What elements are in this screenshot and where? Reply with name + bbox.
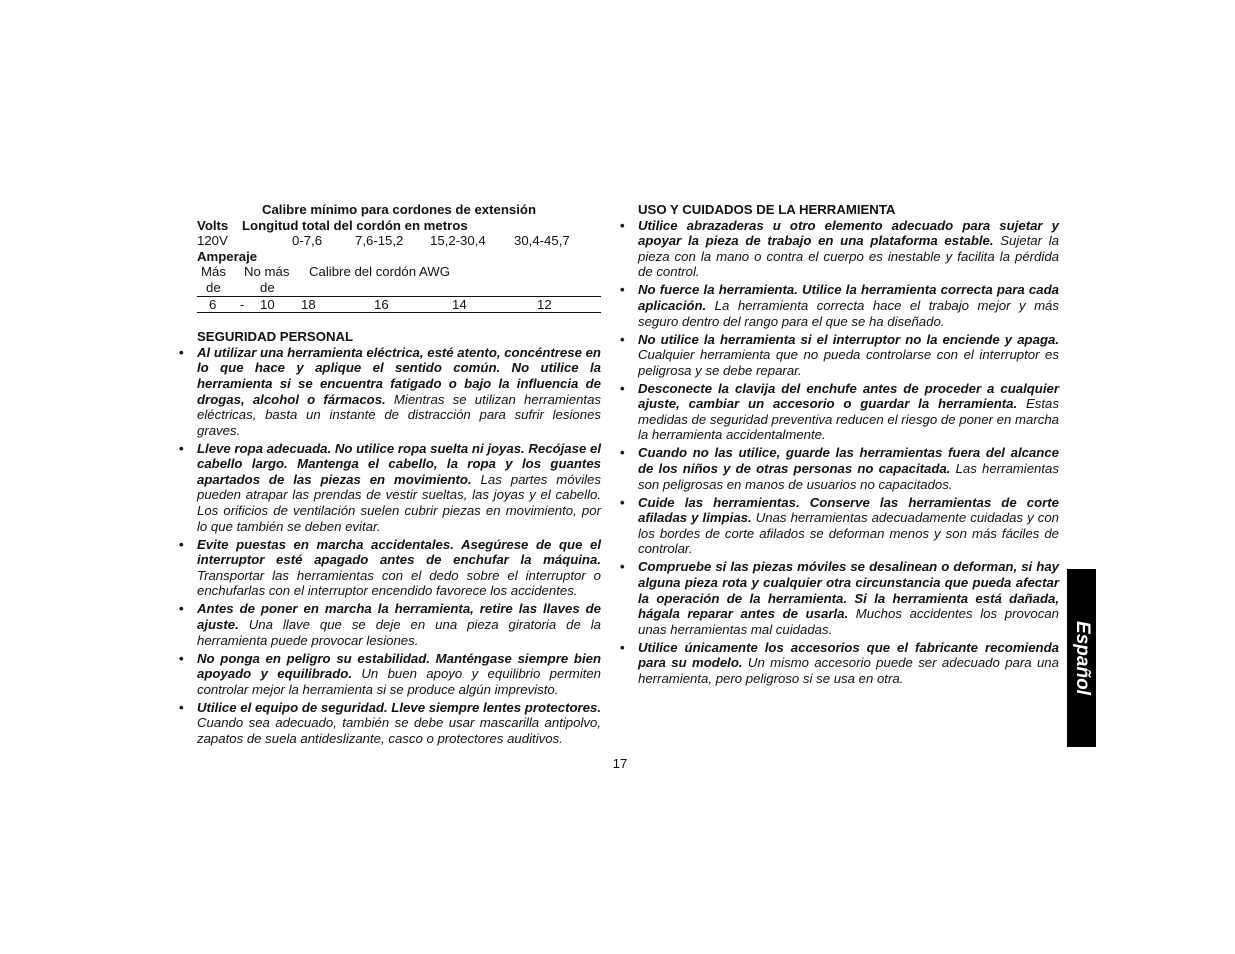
- voltage-row: [197, 233, 601, 249]
- left-section-heading: SEGURIDAD PERSONAL: [197, 329, 354, 345]
- nomas-label: No más: [244, 264, 290, 280]
- list-item: [197, 601, 601, 648]
- amp-dash: -: [240, 296, 245, 312]
- item-text: Sujetar la pieza con la mano o contra el cuerpo es inestable y facilita la pérdida de control.: [638, 233, 1059, 280]
- item-bold: Desconecte la clavija del enchufe antes de proceder a cualquier ajuste, cambiar un accesorio o guardar la herramienta.: [638, 380, 1059, 412]
- item-bold: Compruebe si las piezas móviles se desalinean o deforman, si hay alguna pieza rota y cualquier otra circunstancia que pueda afectar la operación de la herramienta. Si la herramienta está dañada, hágala reparar antes de usarla.: [638, 559, 1059, 622]
- item-bold: Antes de poner en marcha la herramienta, retire las llaves de ajuste.: [197, 601, 601, 633]
- list-item: [197, 537, 601, 599]
- language-tab-label: Español: [1071, 621, 1093, 695]
- item-text: Cuando sea adecuado, también se debe usar mascarilla antipolvo, zapatos de suela antideslizante, casco o protectores auditivos.: [197, 715, 601, 746]
- amp-from: 6: [209, 296, 217, 312]
- length-1: 7,6-15,2: [355, 233, 404, 249]
- item-text: Unas herramientas adecuadamente cuidadas y con los bordes de corte afilados se deforman menos y son más fáciles de controlar.: [638, 510, 1059, 557]
- item-text: Las partes móviles pueden atrapar las prendas de vestir sueltas, las joyas y el cabello. Los orificios de ventilación suelen cubrir piezas en movimiento, por lo que también se deben evitar.: [197, 471, 601, 534]
- item-bold: No fuerce la herramienta. Utilice la herramienta correcta para cada aplicación.: [638, 282, 1059, 313]
- item-bold: Cuide las herramientas. Conserve las herramientas de corte afiladas y limpias.: [638, 494, 1059, 526]
- page-number: 17: [612, 756, 628, 771]
- item-text: Mientras se utilizan herramientas eléctricas, basta un instante de distracción para sufrir lesiones graves.: [197, 391, 601, 438]
- table-header-row: [197, 218, 601, 234]
- list-item: [197, 700, 601, 747]
- item-bold: Utilice el equipo de seguridad. Lleve siempre lentes protectores.: [197, 699, 601, 715]
- gauge-1: 16: [374, 296, 389, 312]
- amp-to: 10: [260, 296, 275, 312]
- list-item: [638, 218, 1059, 280]
- length-label: Longitud total del cordón en metros: [242, 217, 468, 233]
- de-label-2: de: [260, 279, 275, 295]
- length-2: 15,2-30,4: [430, 233, 486, 249]
- de-row: [197, 280, 601, 297]
- list-item: [638, 495, 1059, 557]
- item-text: La herramienta correcta hace el trabajo mejor y más seguro dentro del rango para el que se ha diseñado.: [638, 297, 1059, 329]
- item-bold: Evite puestas en marcha accidentales. Asegúrese de que el interruptor esté apagado antes de enchufar la máquina.: [197, 536, 601, 568]
- item-bold: Lleve ropa adecuada. No utilice ropa suelta ni joyas. Recójase el cabello largo. Mantenga el cabello, la ropa y los guantes apartados de las piezas en movimiento.: [197, 440, 601, 487]
- item-bold: Al utilizar una herramienta eléctrica, esté atento, concéntrese en lo que hace y aplique el sentido común. No utilice la herramienta si se encuentra fatigado o bajo la influencia de drogas, alcohol o fármacos.: [197, 344, 601, 407]
- de-label-1: de: [206, 279, 221, 295]
- right-section-heading: USO Y CUIDADOS DE LA HERRAMIENTA: [638, 202, 896, 217]
- list-item: [638, 282, 1059, 329]
- amp-header-row: [197, 264, 601, 280]
- right-bullet-list: [638, 218, 1059, 687]
- length-0: 0-7,6: [292, 233, 323, 249]
- item-text: Las herramientas son peligrosas en manos de usuarios no capacitados.: [638, 461, 1059, 492]
- length-3: 30,4-45,7: [514, 233, 570, 249]
- left-bullet-list: [197, 345, 601, 747]
- list-item: [197, 345, 601, 439]
- item-bold: Utilice abrazaderas u otro elemento adecuado para sujetar y apoyar la pieza de trabajo en una plataforma estable.: [638, 217, 1059, 249]
- voltage-value: 120V: [197, 233, 228, 249]
- gauge-0: 18: [301, 296, 316, 312]
- item-bold: Utilice únicamente los accesorios que el fabricante recomienda para su modelo.: [638, 639, 1059, 671]
- gauge-3: 12: [537, 296, 552, 312]
- table-title: Calibre mínimo para cordones de extensión: [261, 202, 537, 217]
- item-bold: Cuando no las utilice, guarde las herramientas fuera del alcance de los niños y de otras personas no capacitada.: [638, 445, 1059, 477]
- item-text: Un buen apoyo y equilibrio permiten controlar mejor la herramienta si se produce algún imprevisto.: [197, 666, 601, 697]
- amp-label: Amperaje: [197, 248, 258, 264]
- list-item: [638, 381, 1059, 443]
- list-item: [638, 640, 1059, 687]
- right-column: [638, 202, 1059, 689]
- volts-label: Volts: [197, 217, 229, 233]
- list-item: [197, 651, 601, 698]
- item-text: Estas medidas de seguridad preventiva reducen el riesgo de poner en marcha la herramienta accidentalmente.: [638, 396, 1059, 443]
- list-item: [638, 445, 1059, 492]
- gauge-2: 14: [452, 296, 467, 312]
- list-item: [638, 559, 1059, 637]
- item-text: Cualquier herramienta que no pueda controlarse con el interruptor es peligrosa y se debe reparar.: [638, 347, 1059, 378]
- list-item: [197, 441, 601, 535]
- amp-row: [197, 249, 601, 265]
- list-item: [638, 332, 1059, 379]
- item-text: Un mismo accesorio puede ser adecuado para una herramienta, pero peligroso si se usa en otra.: [638, 655, 1059, 686]
- item-text: Muchos accidentes los provocan unas herramientas mal cuidadas.: [638, 606, 1059, 637]
- table-row: [197, 297, 601, 314]
- item-bold: No utilice la herramienta si el interruptor no la enciende y apaga.: [638, 331, 1059, 347]
- item-text: Una llave que se deje en una pieza giratoria de la herramienta puede provocar lesiones.: [197, 617, 601, 648]
- left-column: [197, 202, 601, 749]
- language-tab: [1067, 569, 1096, 747]
- item-bold: No ponga en peligro su estabilidad. Manténgase siempre bien apoyado y equilibrado.: [197, 650, 601, 682]
- mas-label: Más: [201, 264, 226, 280]
- item-text: Transportar las herramientas con el dedo sobre el interruptor o enchufarlas con el interruptor encendido favorece los accidentes.: [197, 567, 601, 599]
- gauge-label: Calibre del cordón AWG: [309, 264, 450, 280]
